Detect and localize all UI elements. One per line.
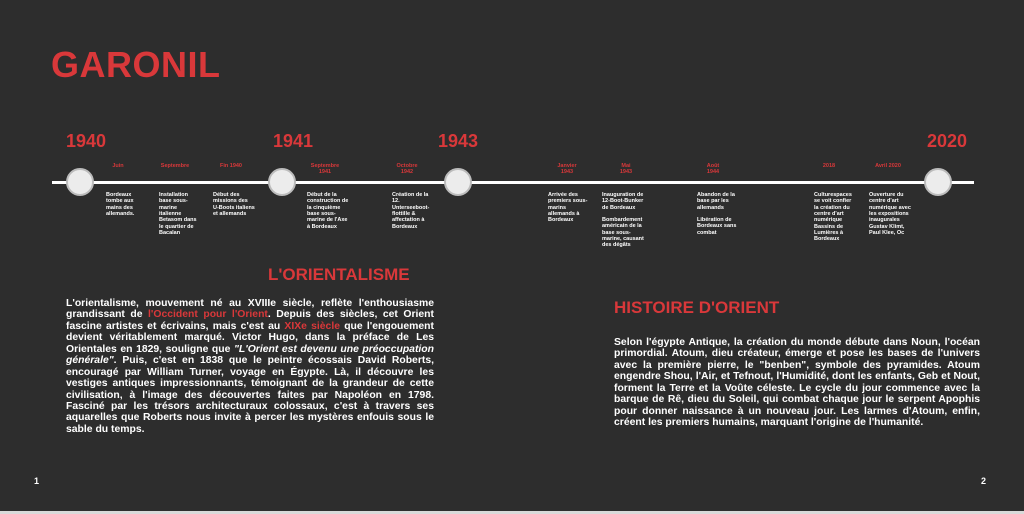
timeline-event-subtext: Bombardement américain de la base sous- marine, causant des dégâts — [602, 216, 644, 249]
timeline-event-text: Installation base sous- marine italienne Betasom dans le quartier de Bacalan — [159, 192, 197, 236]
orientalisme-paragraph — [66, 298, 434, 435]
year-label-1941: 1941 — [273, 131, 314, 151]
timeline-date-label: Septembre — [160, 163, 190, 169]
timeline-event — [159, 192, 207, 236]
timeline-date-label: Janvier 1943 — [557, 163, 577, 176]
timeline-date-label: 2018 — [822, 163, 836, 169]
timeline-event — [814, 192, 862, 243]
section-title-orientalisme: L'ORIENTALISME — [268, 265, 410, 284]
section-title-histoire: HISTOIRE D'ORIENT — [614, 298, 780, 317]
timeline-event — [106, 192, 154, 217]
timeline-event — [213, 192, 261, 217]
timeline-event-text: Création de la 12. Unterseeboot- flottille & affectation à Bordeaux — [392, 192, 430, 230]
highlight-occident-orient: l'Occident pour l'Orient — [148, 309, 268, 321]
histoire-paragraph: Selon l'égypte Antique, la création du monde débute dans Noun, l'océan primordial. Atoum, dieu créateur, émerge et pose les bases de l'univers avec la première pierre, le "benben", symbole des pyramides. Atoum engendre Shou, l'Air, et Tefnout, l'Humidité, dont les enfants, Geb et Nout, forment la Terre et la Voûte céleste. Le cycle du jour commence avec la barque de Rê, dieu du Soleil, qui combat chaque jour le serpent Apophis pour donner naissance à un nouveau jour. Les larmes d'Atoum, enfin, créent les premiers humains, marquant l'origine de l'humanité. — [614, 337, 980, 429]
timeline-date-label: Octobre 1942 — [396, 163, 418, 176]
timeline-node-2020 — [924, 168, 952, 196]
year-label-1943: 1943 — [438, 131, 479, 151]
timeline-event — [392, 192, 440, 230]
year-label-1940: 1940 — [66, 131, 107, 151]
timeline-date-label: Fin 1940 — [219, 163, 242, 169]
timeline-date-label: Mai 1943 — [619, 163, 633, 176]
highlight-xixe-siecle: XIXe siècle — [284, 320, 340, 332]
timeline-event-text: Inauguration de 12-Boot-Bunker de Bordeaux — [602, 192, 644, 211]
page-number-left: 1 — [34, 476, 40, 486]
page-number-right: 2 — [981, 476, 987, 486]
year-label-2020: 2020 — [927, 131, 968, 151]
orientalisme-text-3: que l'engouement devient véritablement marqué. Victor Hugo, dans la préface de Les Orientales en 1829, souligne que — [66, 320, 434, 355]
timeline-node-1940 — [66, 168, 94, 196]
timeline-line — [52, 181, 974, 184]
timeline-node-1941 — [268, 168, 296, 196]
timeline-event — [602, 192, 650, 249]
timeline-event-text: Bordeaux tombe aux mains des allemands. — [106, 192, 135, 217]
timeline-date-label: Août 1944 — [706, 163, 720, 176]
timeline-event-text: Abandon de la base par les allemands — [697, 192, 735, 211]
timeline-date-label: Juin — [112, 163, 124, 169]
timeline-event — [697, 192, 745, 236]
timeline-event — [869, 192, 917, 236]
orientalisme-text-4: . Puis, c'est en 1838 que le peintre écossais David Roberts, encouragé par William Turner, voyage en Égypte. Là, il découvre les vestiges antiques impressionnants, témoignant de la grandeur de cette civilisation, à l'image des découvertes faites par Napoléon en 1798. Fasciné par les trésors architecturaux colossaux, c'est à travers ses aquarelles que Roberts nous invite à percer les mystères enfouis sous le sable du temps. — [66, 355, 434, 435]
timeline-event-text: Ouverture du centre d'art numérique avec les expositions inaugurales Gustav Klimt, Paul Klee, Oc — [869, 192, 911, 236]
timeline-event — [307, 192, 355, 230]
timeline-event-text: Culturespaces se voit confier la création du centre d'art numérique Bassins de Lumières à Bordeaux — [814, 192, 852, 243]
victor-hugo-quote: "L'Orient est devenu une préoccupation générale" — [66, 343, 434, 367]
timeline-date-label: Avril 2020 — [875, 163, 901, 169]
timeline-event-text: Arrivée des premiers sous- marins allemands à Bordeaux — [548, 192, 588, 224]
timeline-node-1943 — [444, 168, 472, 196]
timeline-event — [548, 192, 596, 224]
timeline-event-text: Début des missions des U-Boots italiens et allemands — [213, 192, 255, 217]
timeline-event-text: Début de la construction de la cinquième base sous- marine de l'Axe à Bordeaux — [307, 192, 349, 230]
orientalisme-text-2: . Depuis des siècles, cet Orient fascine artistes et écrivains, mais c'est au — [66, 309, 434, 332]
timeline-date-label: Septembre 1941 — [310, 163, 340, 176]
orientalisme-text-1: L'orientalisme, mouvement né au XVIIIe siècle, reflète l'enthousiasme grandissant de — [66, 298, 434, 321]
timeline-event-subtext: Libération de Bordeaux sans combat — [697, 216, 737, 236]
page-title: GARONIL — [51, 44, 221, 85]
